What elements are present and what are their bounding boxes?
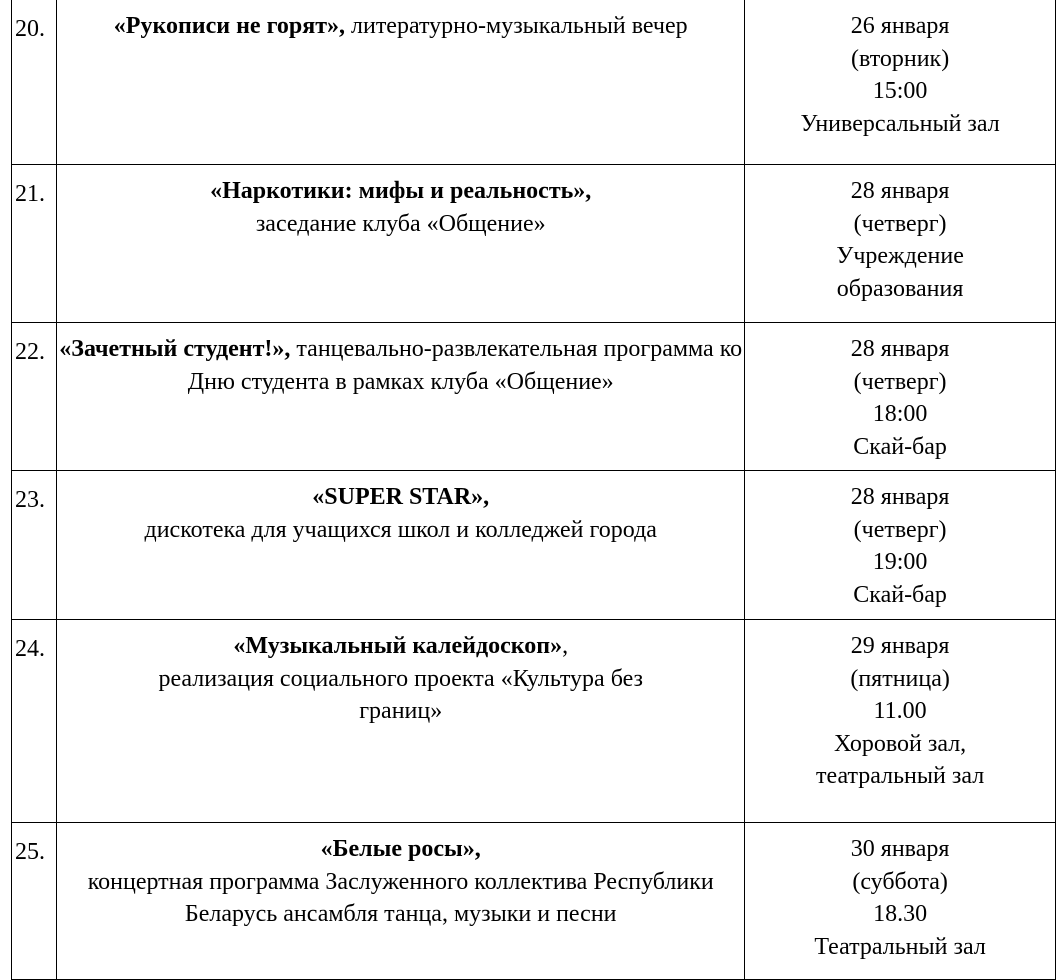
event-date: 30 января: [850, 836, 950, 862]
table-row: [12, 0, 1056, 165]
event-title: «Рукописи не горят»,: [113, 13, 345, 39]
event-time: 19:00: [872, 549, 928, 575]
event-info-cell: [745, 165, 1056, 323]
event-weekday: (вторник): [850, 45, 950, 72]
event-info-cell: [745, 323, 1056, 471]
event-info-cell: [745, 620, 1056, 823]
event-info-cell: [745, 471, 1056, 620]
event-description-cell: [57, 471, 745, 620]
event-title: «Музыкальный калейдоскоп»: [233, 633, 563, 659]
event-description: заседание клуба «Общение»: [255, 210, 546, 237]
event-place: образования: [836, 275, 964, 302]
event-number: 23.: [12, 471, 57, 620]
event-description-cell: [57, 823, 745, 980]
event-weekday: (четверг): [853, 210, 947, 237]
event-place: Скай-бар: [853, 581, 947, 608]
event-weekday: (четверг): [853, 516, 947, 543]
table-row: [12, 823, 1056, 980]
event-place: Учреждение: [836, 243, 964, 269]
event-place: Универсальный зал: [800, 110, 1000, 137]
table-row: [12, 620, 1056, 823]
event-description-cell: [57, 620, 745, 823]
event-weekday: (суббота): [852, 868, 948, 895]
event-number: 22.: [12, 323, 57, 471]
event-description: литературно-музыкальный вечер: [345, 13, 688, 39]
event-description: танцевально-развлекательная программа ко Дню студента в рамках клуба «Общение»: [187, 336, 743, 395]
table-row: [12, 165, 1056, 323]
event-time: 18:00: [872, 401, 928, 427]
event-description: концертная программа Заслуженного коллектива Республики Беларусь ансамбля танца, музыки и песни: [87, 868, 714, 927]
event-place: Скай-бар: [853, 433, 947, 460]
table-row: [12, 471, 1056, 620]
event-place: театральный зал: [816, 763, 985, 789]
event-number: 24.: [12, 620, 57, 823]
event-title: «Наркотики: мифы и реальность»,: [210, 178, 592, 204]
event-title: «Белые росы»,: [320, 836, 481, 862]
event-date: 28 января: [850, 484, 950, 510]
event-weekday: (четверг): [853, 368, 947, 395]
event-number: 21.: [12, 165, 57, 323]
event-title: «Зачетный студент!»,: [59, 336, 291, 362]
event-place: Хоровой зал,: [834, 730, 967, 757]
event-time: 11.00: [873, 698, 927, 724]
event-info-cell: [745, 823, 1056, 980]
event-number: 25.: [12, 823, 57, 980]
event-description-cell: [57, 323, 745, 471]
event-time: 18.30: [873, 901, 928, 927]
event-description: дискотека для учащихся школ и колледжей города: [144, 516, 657, 543]
event-description-cell: [57, 165, 745, 323]
event-date: 26 января: [850, 13, 950, 39]
events-table: [11, 0, 1056, 980]
event-date: 28 января: [850, 336, 950, 362]
event-date: 28 января: [850, 178, 950, 204]
table-row: [12, 323, 1056, 471]
event-place: Театральный зал: [814, 933, 986, 960]
event-info-cell: [745, 0, 1056, 165]
event-title-suffix: ,: [562, 633, 569, 659]
event-date: 29 января: [850, 633, 950, 659]
event-description: реализация социального проекта «Культура без границ»: [158, 665, 644, 724]
event-description-cell: [57, 0, 745, 165]
event-time: 15:00: [872, 78, 928, 104]
event-title: «SUPER STAR»,: [312, 484, 490, 510]
event-number: 20.: [12, 0, 57, 165]
event-weekday: (пятница): [850, 665, 950, 692]
